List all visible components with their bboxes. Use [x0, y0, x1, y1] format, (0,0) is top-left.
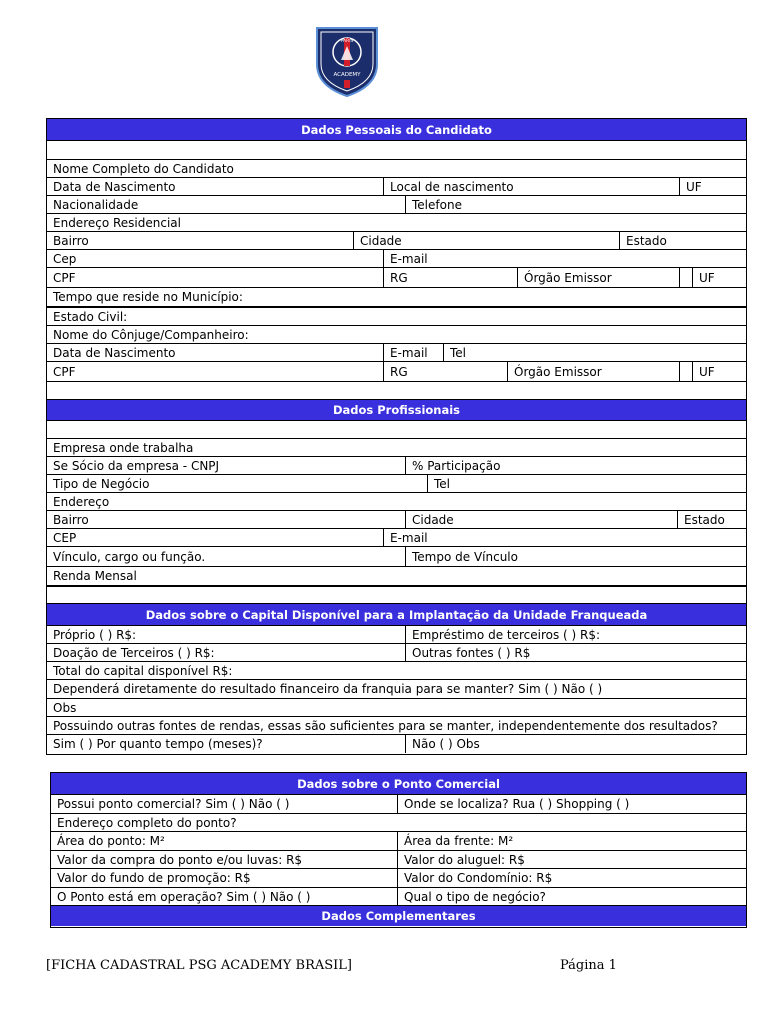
field-area-frente[interactable]: Área da frente: M² [404, 834, 514, 848]
row-valor-fundo [51, 869, 746, 888]
section-title-ponto: Dados sobre o Ponto Comercial [297, 776, 500, 791]
field-tempo-vinculo[interactable]: Tempo de Vínculo [412, 549, 518, 564]
row-possui [51, 795, 746, 814]
row-sim-tempo [47, 735, 746, 753]
field-area-ponto[interactable]: Área do ponto: M² [57, 834, 165, 848]
field-valor-compra[interactable]: Valor da compra do ponto e/ou luvas: R$ [57, 852, 303, 867]
blank-row [47, 382, 746, 400]
field-endereco-ponto[interactable]: Endereço completo do ponto? [57, 815, 237, 830]
field-uf[interactable]: UF [686, 179, 702, 194]
field-orgao-emissor[interactable]: Órgão Emissor [524, 270, 612, 285]
field-valor-aluguel[interactable]: Valor do aluguel: R$ [404, 852, 525, 867]
field-nao-obs[interactable]: Não ( ) Obs [412, 737, 480, 751]
psg-academy-logo [313, 24, 381, 98]
field-outras-fontes[interactable]: Outras fontes ( ) R$ [412, 645, 531, 660]
footer-left: [FICHA CADASTRAL PSG ACADEMY BRASIL] [46, 958, 353, 973]
field-tipo-negocio-ponto[interactable]: Qual o tipo de negócio? [404, 889, 546, 904]
row-data-nasc-2 [47, 344, 746, 362]
row-vinculo [47, 547, 746, 567]
logo-top-text: PARIS [340, 39, 354, 44]
field-tempo-municipio[interactable]: Tempo que reside no Município: [53, 290, 243, 304]
row-obs [47, 699, 746, 717]
field-rg[interactable]: RG [390, 270, 408, 285]
section-title-capital: Dados sobre o Capital Disponível para a Implantação da Unidade Franqueada [145, 607, 648, 622]
row-area [51, 832, 746, 851]
field-valor-condominio[interactable]: Valor do Condomínio: R$ [404, 871, 553, 885]
field-total-capital[interactable]: Total do capital disponível R$: [53, 663, 233, 678]
field-bairro-professional[interactable]: Bairro [53, 512, 89, 527]
field-sim-tempo[interactable]: Sim ( ) Por quanto tempo (meses)? [53, 737, 263, 751]
field-participacao[interactable]: % Participação [412, 458, 501, 473]
row-proprio [47, 626, 746, 644]
row-tempo-municipio [47, 288, 746, 308]
row-endereco [47, 214, 746, 232]
row-dependera [47, 680, 746, 699]
blank-row [47, 421, 746, 439]
row-endereco-professional [47, 493, 746, 511]
field-data-nascimento-2[interactable]: Data de Nascimento [53, 345, 176, 360]
field-estado[interactable]: Estado [626, 233, 667, 248]
field-nome[interactable]: Nome Completo do Candidato [53, 161, 234, 176]
field-doacao[interactable]: Doação de Terceiros ( ) R$: [53, 645, 215, 660]
field-uf-2[interactable]: UF [699, 270, 715, 285]
blank-row [47, 141, 746, 160]
row-em-operacao [51, 888, 746, 906]
section-title-professional: Dados Profissionais [332, 403, 461, 417]
field-estado-civil[interactable]: Estado Civil: [53, 309, 128, 324]
row-cpf-2 [47, 362, 746, 382]
section-header-capital [47, 604, 746, 626]
field-obs[interactable]: Obs [53, 700, 77, 715]
field-tel-professional[interactable]: Tel [434, 476, 451, 491]
row-socio [47, 457, 746, 475]
field-cep-professional[interactable]: CEP [53, 530, 77, 545]
field-email-2[interactable]: E-mail [390, 345, 428, 360]
field-endereco-professional[interactable]: Endereço [53, 494, 110, 509]
field-possui-ponto[interactable]: Possui ponto comercial? Sim ( ) Não ( ) [57, 797, 290, 811]
row-renda [47, 567, 746, 587]
field-renda-mensal[interactable]: Renda Mensal [53, 569, 137, 583]
field-bairro[interactable]: Bairro [53, 233, 89, 248]
blank-row [47, 587, 746, 604]
row-estado-civil [47, 308, 746, 326]
field-cidade-professional[interactable]: Cidade [412, 512, 454, 527]
row-cpf [47, 268, 746, 288]
section-title-personal: Dados Pessoais do Candidato [301, 122, 492, 137]
row-bairro-professional [47, 511, 746, 529]
field-empresa[interactable]: Empresa onde trabalha [53, 440, 194, 455]
field-email-professional[interactable]: E-mail [390, 530, 428, 545]
field-dependera[interactable]: Dependerá diretamente do resultado financeiro da franquia para se manter? Sim ( ) Não ( ) [53, 682, 603, 696]
row-bairro [47, 232, 746, 250]
row-possuindo [47, 717, 746, 735]
section-title-complementares: Dados Complementares [321, 909, 476, 923]
section-header-personal [47, 119, 746, 141]
form-ponto-comercial [50, 772, 747, 928]
field-cep[interactable]: Cep [53, 251, 77, 266]
row-data-nasc [47, 178, 746, 196]
row-nome [47, 160, 746, 178]
field-orgao-emissor-2[interactable]: Órgão Emissor [514, 364, 602, 379]
row-nacionalidade [47, 196, 746, 214]
field-cpf-2[interactable]: CPF [53, 364, 76, 379]
field-emprestimo[interactable]: Empréstimo de terceiros ( ) R$: [412, 627, 601, 642]
row-endereco-ponto [51, 814, 746, 832]
section-header-complementares [51, 906, 746, 926]
field-rg-2[interactable]: RG [390, 364, 408, 379]
field-email[interactable]: E-mail [390, 251, 428, 266]
field-socio-cnpj[interactable]: Se Sócio da empresa - CNPJ [53, 458, 220, 473]
field-uf-3[interactable]: UF [699, 364, 715, 379]
field-proprio[interactable]: Próprio ( ) R$: [53, 627, 137, 642]
row-valor-compra [51, 851, 746, 869]
field-telefone[interactable]: Telefone [412, 197, 462, 212]
row-cep-professional [47, 529, 746, 547]
footer-page-number: Página 1 [560, 958, 617, 973]
field-vinculo[interactable]: Vínculo, cargo ou função. [53, 549, 206, 564]
section-header-ponto [51, 773, 746, 795]
field-onde-localiza[interactable]: Onde se localiza? Rua ( ) Shopping ( ) [404, 797, 630, 811]
row-total [47, 662, 746, 680]
logo-bottom-text: ACADEMY [333, 72, 361, 78]
field-cidade[interactable]: Cidade [360, 233, 402, 248]
field-conjuge[interactable]: Nome do Cônjuge/Companheiro: [53, 327, 249, 342]
field-nacionalidade[interactable]: Nacionalidade [53, 197, 139, 212]
field-em-operacao[interactable]: O Ponto está em operação? Sim ( ) Não ( ) [57, 889, 311, 904]
row-doacao [47, 644, 746, 662]
section-header-professional [47, 400, 746, 421]
field-possuindo[interactable]: Possuindo outras fontes de rendas, essas são suficientes para se manter, independentemente dos resultados? [53, 718, 718, 733]
field-tel-2[interactable]: Tel [450, 345, 467, 360]
field-valor-fundo[interactable]: Valor do fundo de promoção: R$ [57, 871, 251, 885]
field-cpf[interactable]: CPF [53, 270, 76, 285]
row-empresa [47, 439, 746, 457]
field-endereco-residencial[interactable]: Endereço Residencial [53, 215, 181, 230]
row-cep [47, 250, 746, 268]
field-estado-professional[interactable]: Estado [684, 512, 725, 527]
field-data-nascimento[interactable]: Data de Nascimento [53, 179, 176, 194]
field-tipo-negocio[interactable]: Tipo de Negócio [53, 476, 150, 491]
field-local-nascimento[interactable]: Local de nascimento [390, 179, 514, 194]
row-conjuge [47, 326, 746, 344]
row-tipo-negocio [47, 475, 746, 493]
form-main [46, 118, 747, 755]
